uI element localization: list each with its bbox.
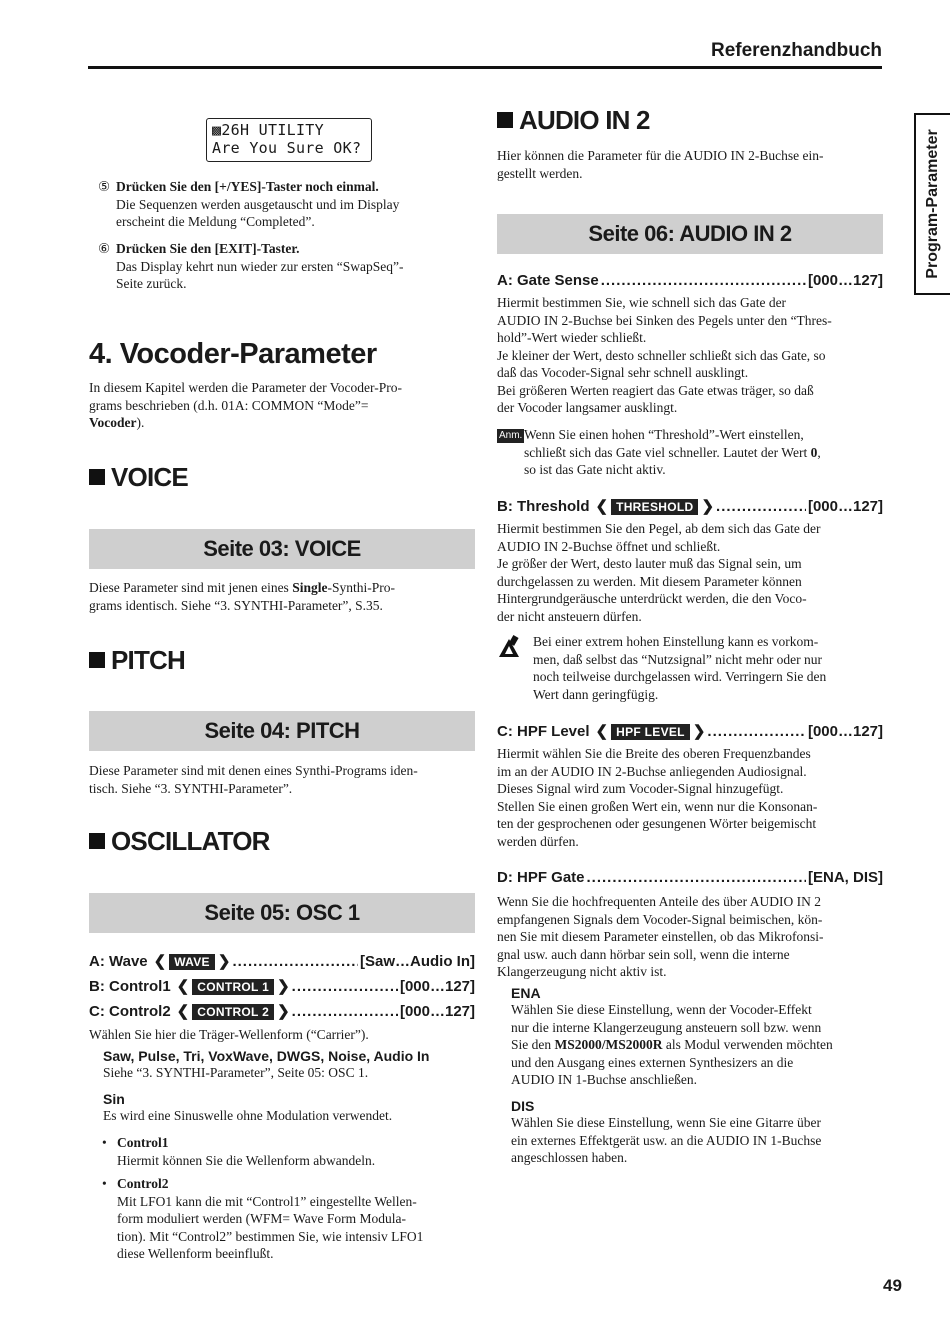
section-voice-heading xyxy=(89,462,475,493)
threshold-text xyxy=(497,520,883,625)
lcd-line-2: Are You Sure OK? xyxy=(212,139,362,157)
square-bullet-icon xyxy=(89,469,105,485)
ena-block xyxy=(511,985,883,1089)
gate-text-line: hold”-Wert wieder schließt. xyxy=(497,330,647,345)
ena-text-line: als Modul verwenden möchten xyxy=(662,1037,833,1052)
leader-dots xyxy=(707,723,806,740)
section-title: VOICE xyxy=(111,462,188,492)
param-name: A: Gate Sense xyxy=(497,272,599,289)
square-bullet-icon xyxy=(89,652,105,668)
step-6-number: ⑥ xyxy=(98,241,111,256)
hpf-text-line: Stellen Sie einen großen Wert ein, wenn nur die Konsonan- xyxy=(497,798,818,814)
hpf-text-line: ten der gesprochenen oder gesungenen Wörter beigemischt xyxy=(497,816,817,831)
param-control1 xyxy=(89,977,475,997)
param-name: D: HPF Gate xyxy=(497,869,585,886)
param-hpf-level xyxy=(497,722,883,742)
chapter-intro-line: In diesem Kapitel werden die Parameter der Vocoder-Pro- xyxy=(89,380,402,395)
control2-text: form moduliert werden (WFM= Wave Form Modula- xyxy=(117,1211,406,1226)
sin-subhead: Sin xyxy=(103,1091,125,1107)
control2-block xyxy=(89,1175,475,1263)
step-5-title: Drücken Sie den [+/YES]-Taster noch einmal. xyxy=(116,179,379,194)
gate-text-line: der Vocoder langsamer ausklingt. xyxy=(497,400,678,415)
param-range: [000…127] xyxy=(807,498,883,515)
audio-intro xyxy=(497,147,883,182)
lcd-line-1: ▩26H UTILITY xyxy=(212,121,324,139)
section-title: AUDIO IN 2 xyxy=(519,105,650,135)
param-control2 xyxy=(89,1002,475,1022)
chevron-left-icon: ❮ xyxy=(153,953,167,970)
ena-text-line: und den Ausgang eines externen Synthesizers an die xyxy=(511,1054,794,1070)
control1-text: Hiermit können Sie die Wellenform abwandeln. xyxy=(117,1152,376,1168)
step-5 xyxy=(89,178,475,231)
ena-text-bold: MS2000/MS2000R xyxy=(554,1037,663,1052)
control2-head: Control2 xyxy=(117,1176,169,1191)
threshold-text-line: Je größer der Wert, desto lauter muß das Signal sein, um xyxy=(497,556,802,571)
carrier-text: Wählen Sie hier die Träger-Wellenform (“Carrier”). xyxy=(89,1027,369,1042)
param-range: [000…127] xyxy=(807,272,883,289)
chevron-right-icon: ❯ xyxy=(701,498,715,515)
ena-text-line: AUDIO IN 1-Buchse anschließen. xyxy=(511,1072,697,1087)
running-header: Referenzhandbuch xyxy=(710,40,882,61)
param-wave xyxy=(89,952,475,972)
voice-text-bold: Single xyxy=(292,580,328,595)
param-range: [ENA, DIS] xyxy=(808,869,883,886)
ena-text-line: Sie den xyxy=(511,1037,555,1052)
audio-intro-line: gestellt werden. xyxy=(497,165,583,181)
step-5-text: erscheint die Meldung “Completed”. xyxy=(116,214,315,229)
dis-text-line: Wählen Sie diese Einstellung, wenn Sie eine Gitarre über xyxy=(511,1115,822,1130)
gate-text-line: Bei größeren Werten reagiert das Gate etwas träger, so daß xyxy=(497,382,814,398)
step-5-number: ⑤ xyxy=(98,179,111,194)
chevron-left-icon: ❮ xyxy=(176,978,190,995)
note-text-bold: 0 xyxy=(810,444,818,460)
page-bar-osc: Seite 05: OSC 1 xyxy=(89,893,475,933)
param-badge: WAVE xyxy=(169,954,215,970)
chapter-title: 4. Vocoder-Parameter xyxy=(89,338,377,370)
dis-block xyxy=(511,1098,883,1167)
chevron-right-icon: ❯ xyxy=(277,1003,290,1020)
control1-block xyxy=(89,1134,475,1169)
param-name: B: Threshold xyxy=(497,498,590,515)
param-name: B: Control1 xyxy=(89,978,171,995)
square-bullet-icon xyxy=(89,833,105,849)
warning-text: Bei einer extrem hohen Einstellung kann es vorkom- xyxy=(533,634,819,649)
chevron-right-icon: ❯ xyxy=(277,978,290,995)
gate-text-line: Je kleiner der Wert, desto schneller schließt sich das Gate, so xyxy=(497,347,826,363)
warning-hand-icon xyxy=(497,635,523,659)
warning-text: men, daß selbst das “Nutzsignal” nicht mehr oder nur xyxy=(533,651,823,667)
hpf-gate-text xyxy=(497,893,883,981)
note-anm xyxy=(497,426,883,479)
control1-head: Control1 xyxy=(117,1135,169,1150)
voice-text-line: grams identisch. Siehe “3. SYNTHI-Parameter”, S.35. xyxy=(89,597,383,613)
threshold-text-line: AUDIO IN 2-Buchse öffnet und schließt. xyxy=(497,538,721,554)
param-name: C: Control2 xyxy=(89,1003,171,1020)
section-pitch-heading xyxy=(89,645,475,676)
hpf-gate-text-line: nen Sie mit diesem Parameter einstellen, ob das Mikrofonsi- xyxy=(497,929,824,944)
side-tab-label: Program-Parameter xyxy=(924,129,941,279)
page-bar-pitch: Seite 04: PITCH xyxy=(89,711,475,751)
threshold-text-line: der nicht ansteuern dürfen. xyxy=(497,608,642,624)
hpf-gate-text-line: empfangenen Signals dem Vocoder-Signal beimischen, kön- xyxy=(497,911,823,927)
step-6-text: Das Display kehrt nun wieder zur ersten “SwapSeq”- xyxy=(116,258,404,274)
threshold-text-line: Hintergrundgeräusche unterdrückt werden, die den Voco- xyxy=(497,591,807,606)
leader-dots xyxy=(601,272,806,289)
note-text: Wenn Sie einen hohen “Threshold”-Wert einstellen, xyxy=(524,427,804,442)
voice-text-line: Diese Parameter sind mit jenen eines xyxy=(89,580,293,595)
waves-text: Siehe “3. SYNTHI-Parameter”, Seite 05: OSC 1. xyxy=(103,1065,369,1080)
section-title: PITCH xyxy=(111,645,186,675)
chapter-intro-line: ). xyxy=(136,415,145,430)
param-badge: CONTROL 1 xyxy=(192,979,274,995)
hpf-text-line: werden dürfen. xyxy=(497,833,579,849)
param-badge: CONTROL 2 xyxy=(192,1004,274,1020)
threshold-text-line: durchgelassen zu werden. Mit diesem Parameter können xyxy=(497,573,802,589)
hpf-gate-text-line: gnal usw. auch dann hörbar sein soll, wenn die interne xyxy=(497,946,790,962)
note-text: schließt sich das Gate viel schneller. Lautet der Wert xyxy=(524,444,811,460)
warning-text: Wert dann geringfügig. xyxy=(533,686,659,702)
gate-text-line: AUDIO IN 2-Buchse bei Sinken des Pegels unter den “Thres- xyxy=(497,312,832,328)
hpf-gate-text-line: Wenn Sie die hochfrequenten Anteile des über AUDIO IN 2 xyxy=(497,894,821,909)
header-rule xyxy=(88,66,882,69)
leader-dots xyxy=(292,978,398,995)
bullet: • xyxy=(102,1135,107,1150)
chevron-left-icon: ❮ xyxy=(176,1003,190,1020)
param-range: [000…127] xyxy=(399,1003,475,1020)
step-6-text: Seite zurück. xyxy=(116,276,187,291)
chapter-intro-bold: Vocoder xyxy=(89,415,137,430)
hpf-text-line: im an der AUDIO IN 2-Buchse anliegenden Audiosignal. xyxy=(497,763,807,779)
waves-subhead: Saw, Pulse, Tri, VoxWave, DWGS, Noise, Audio In xyxy=(103,1048,430,1064)
section-oscillator-heading xyxy=(89,826,475,857)
square-bullet-icon xyxy=(497,112,513,128)
gate-text xyxy=(497,294,883,417)
param-threshold xyxy=(497,497,883,517)
param-gate-sense xyxy=(497,272,883,292)
section-title: OSCILLATOR xyxy=(111,826,270,856)
hpf-text-line: Dieses Signal wird zum Vocoder-Signal hinzugefügt. xyxy=(497,781,784,796)
control2-text: tion). Mit “Control2” bestimmen Sie, wie intensiv LFO1 xyxy=(117,1228,424,1244)
step-5-text: Die Sequenzen werden ausgetauscht und im Display xyxy=(116,196,400,212)
param-name: A: Wave xyxy=(89,953,148,970)
param-range: [Saw…Audio In] xyxy=(360,953,475,970)
dis-text-line: ein externes Effektgerät usw. an die AUDIO IN 1-Buchse xyxy=(511,1132,822,1148)
param-hpf-gate xyxy=(497,869,883,889)
param-range: [000…127] xyxy=(807,723,883,740)
audio-intro-line: Hier können die Parameter für die AUDIO IN 2-Buchse ein- xyxy=(497,148,824,163)
pitch-text-line: Diese Parameter sind mit denen eines Synthi-Programs iden- xyxy=(89,763,418,778)
voice-text-line: -Synthi-Pro- xyxy=(327,580,395,595)
note-text: so ist das Gate nicht aktiv. xyxy=(524,462,666,477)
chevron-right-icon: ❯ xyxy=(692,723,706,740)
hpf-gate-text-line: Klangerzeugung nicht aktiv ist. xyxy=(497,964,667,979)
ena-text-line: Wählen Sie diese Einstellung, wenn der Vocoder-Effekt xyxy=(511,1002,812,1017)
dis-text-line: angeschlossen haben. xyxy=(511,1150,628,1165)
warning-note xyxy=(497,633,883,703)
step-6-title: Drücken Sie den [EXIT]-Taster. xyxy=(116,241,300,256)
leader-dots xyxy=(587,869,806,886)
step-6 xyxy=(89,240,475,293)
page-bar-voice: Seite 03: VOICE xyxy=(89,529,475,569)
bullet: • xyxy=(102,1176,107,1191)
section-audio-heading xyxy=(497,105,883,136)
sin-block xyxy=(103,1091,475,1125)
dis-subhead: DIS xyxy=(511,1098,535,1114)
leader-dots xyxy=(292,1003,398,1020)
param-range: [000…127] xyxy=(399,978,475,995)
chapter-intro-line: grams beschrieben (d.h. 01A: COMMON “Mode”= xyxy=(89,397,369,413)
note-text: , xyxy=(817,444,821,460)
pitch-text xyxy=(89,762,475,797)
gate-text-line: Hiermit bestimmen Sie, wie schnell sich das Gate der xyxy=(497,295,787,310)
hpf-text-line: Hiermit wählen Sie die Breite des oberen Frequenzbandes xyxy=(497,746,811,761)
param-badge: THRESHOLD xyxy=(611,499,698,515)
param-badge: HPF LEVEL xyxy=(611,724,690,740)
ena-text-line: nur die interne Klangerzeugung ansteuern soll bzw. wenn xyxy=(511,1019,822,1035)
leader-dots xyxy=(716,498,806,515)
control2-text: diese Wellenform beeinflußt. xyxy=(117,1246,274,1261)
page-bar-audio: Seite 06: AUDIO IN 2 xyxy=(497,214,883,254)
ena-subhead: ENA xyxy=(511,985,541,1001)
sin-text: Es wird eine Sinuswelle ohne Modulation verwendet. xyxy=(103,1108,393,1123)
gate-text-line: daß das Vocoder-Signal sehr schnell ausklingt. xyxy=(497,365,749,380)
side-tab xyxy=(914,113,950,295)
pitch-text-line: tisch. Siehe “3. SYNTHI-Parameter”. xyxy=(89,780,293,796)
warning-text: noch teilweise durchgelassen wird. Verringern Sie den xyxy=(533,669,827,684)
threshold-text-line: Hiermit bestimmen Sie den Pegel, ab dem sich das Gate der xyxy=(497,521,821,536)
chevron-left-icon: ❮ xyxy=(595,498,609,515)
chevron-right-icon: ❯ xyxy=(217,953,231,970)
chevron-left-icon: ❮ xyxy=(595,723,609,740)
leader-dots xyxy=(232,953,358,970)
hpf-level-text xyxy=(497,745,883,850)
chapter-intro xyxy=(89,379,475,432)
voice-text xyxy=(89,579,475,614)
param-name: C: HPF Level xyxy=(497,723,590,740)
page-number: 49 xyxy=(883,1276,902,1295)
lcd-display xyxy=(206,118,372,162)
waves-block xyxy=(103,1048,475,1082)
note-icon: Anm. xyxy=(499,430,523,441)
control2-text: Mit LFO1 kann die mit “Control1” eingestellte Wellen- xyxy=(117,1193,417,1209)
